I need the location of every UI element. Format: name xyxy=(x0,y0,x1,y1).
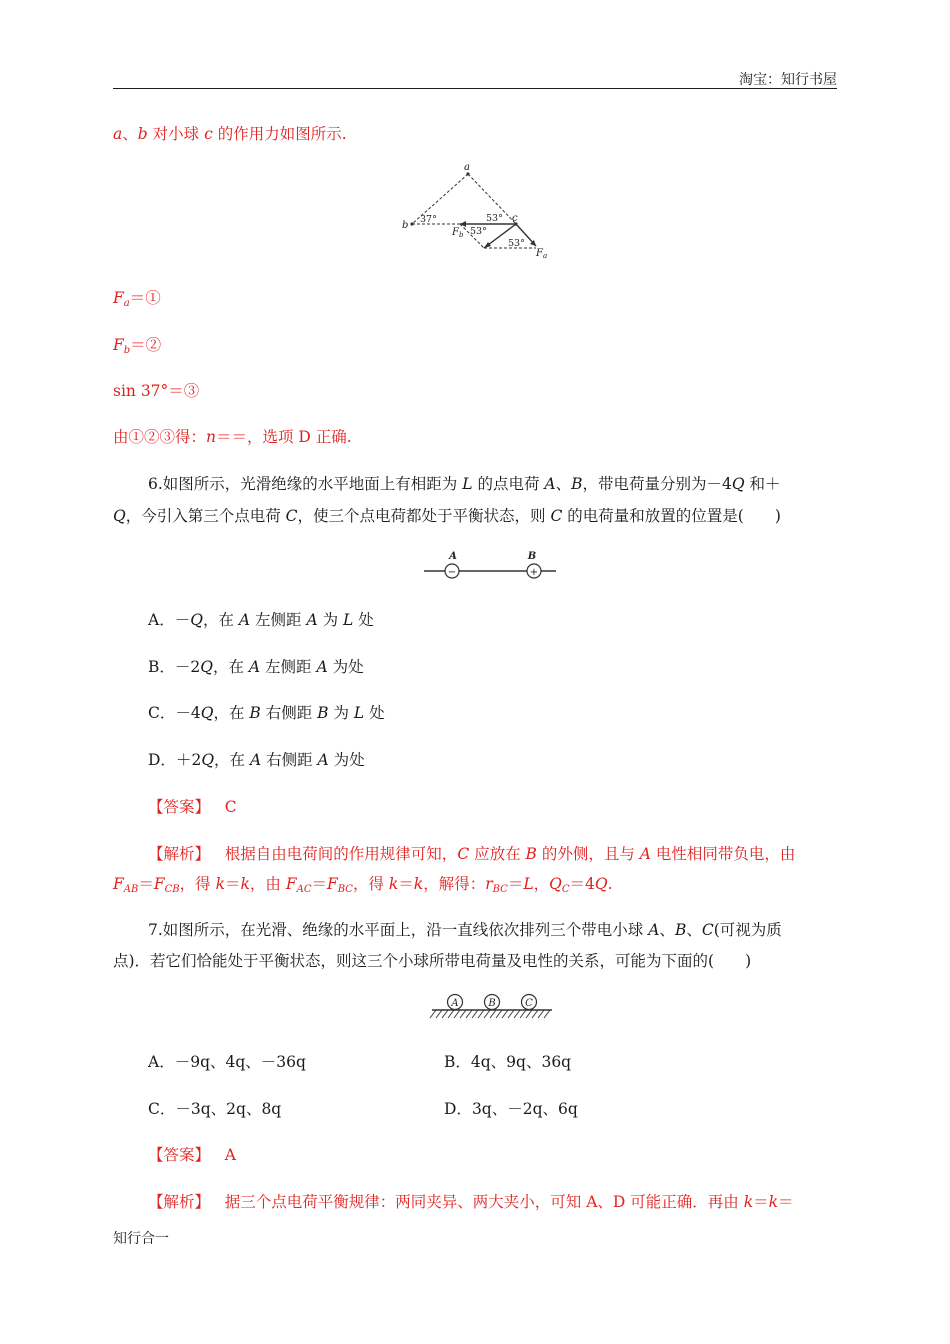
q6-option-b[interactable]: B．－2Q，在 A 左侧距 A 为处 xyxy=(148,658,364,676)
footer-text: 知行合一 xyxy=(113,1231,169,1247)
fig-label-fb: $F_b$ xyxy=(452,227,464,239)
force-diagram xyxy=(398,160,558,264)
q7-option-a[interactable]: A．－9q、4q、－36q xyxy=(148,1053,306,1071)
header-rule xyxy=(113,88,837,89)
q6-answer: 【答案】 C xyxy=(148,798,237,816)
charge-a-sign: − xyxy=(447,567,457,578)
fig-label-a: a xyxy=(464,162,470,173)
q7-stem-line2: 点)．若它们恰能处于平衡状态，则这三个小球所带电荷量及电性的关系，可能为下面的( ) xyxy=(113,952,752,970)
fig-angle-3: 53° xyxy=(470,226,487,237)
q7-stem-line1: 7.如图所示，在光滑、绝缘的水平面上，沿一直线依次排列三个带电小球 A、B、C(可视为质 xyxy=(148,921,782,939)
prev-conclusion: 由①②③得：n＝＝，选项 D 正确. xyxy=(113,428,352,446)
q6-figure xyxy=(420,548,560,582)
prev-intro: a、b 对小球 c 的作用力如图所示. xyxy=(113,125,347,143)
q7-analysis: 【解析】 据三个点电荷平衡规律：两同夹异、两大夹小，可知 A、D 可能正确．再由 k＝k＝ xyxy=(148,1193,794,1211)
charge-b-label: B xyxy=(527,551,537,562)
q6-stem-line2: Q，今引入第三个点电荷 C，使三个点电荷都处于平衡状态，则 C 的电荷量和放置的位置是( ) xyxy=(113,507,781,525)
header-shop-name: 淘宝：知行书屋 xyxy=(739,72,837,88)
fig-label-c: c xyxy=(512,213,518,224)
ball-a-label: A xyxy=(451,998,459,1009)
q7-figure xyxy=(428,990,556,1024)
fig-angle-4: 53° xyxy=(508,238,525,249)
q6-option-d[interactable]: D．＋2Q，在 A 右侧距 A 为处 xyxy=(148,751,365,769)
q7-option-c[interactable]: C．－3q、2q、8q xyxy=(148,1100,282,1118)
q7-option-b[interactable]: B．4q、9q、36q xyxy=(444,1053,572,1071)
fig-label-fa: $F_a$ xyxy=(536,248,548,260)
prev-eq-1: $F_a=①$ xyxy=(113,289,161,309)
ball-c-label: C xyxy=(525,998,533,1009)
q6-option-a[interactable]: A．－Q，在 A 左侧距 A 为 L 处 xyxy=(148,611,374,629)
ball-b-label: B xyxy=(488,998,496,1009)
q6-analysis-line2: $F_{AB}=F_{CB}$，得 k＝k，由 $F_{AC}=F_{BC}$，得 k＝k，解得：$r_{BC}=L$，$Q_C=4Q$. xyxy=(113,875,613,895)
q7-option-d[interactable]: D．3q、－2q、6q xyxy=(444,1100,578,1118)
fig-label-b: b xyxy=(402,220,409,231)
q6-option-c[interactable]: C．－4Q，在 B 右侧距 B 为 L 处 xyxy=(148,704,385,722)
q7-answer: 【答案】 A xyxy=(148,1146,236,1164)
fig-angle-2: 53° xyxy=(486,213,503,224)
q6-stem-line1: 6.如图所示，光滑绝缘的水平地面上有相距为 L 的点电荷 A、B，带电荷量分别为－4Q 和＋ xyxy=(148,475,781,493)
prev-eq-3: sin 37°＝③ xyxy=(113,382,200,400)
charge-a-label: A xyxy=(449,551,457,562)
prev-eq-2: $F_b=②$ xyxy=(113,336,162,356)
charge-b-sign: + xyxy=(529,567,539,578)
q6-analysis-line1: 【解析】 根据自由电荷间的作用规律可知，C 应放在 B 的外侧，且与 A 电性相同带负电，由 xyxy=(148,845,796,863)
fig-angle-1: 37° xyxy=(420,214,437,225)
